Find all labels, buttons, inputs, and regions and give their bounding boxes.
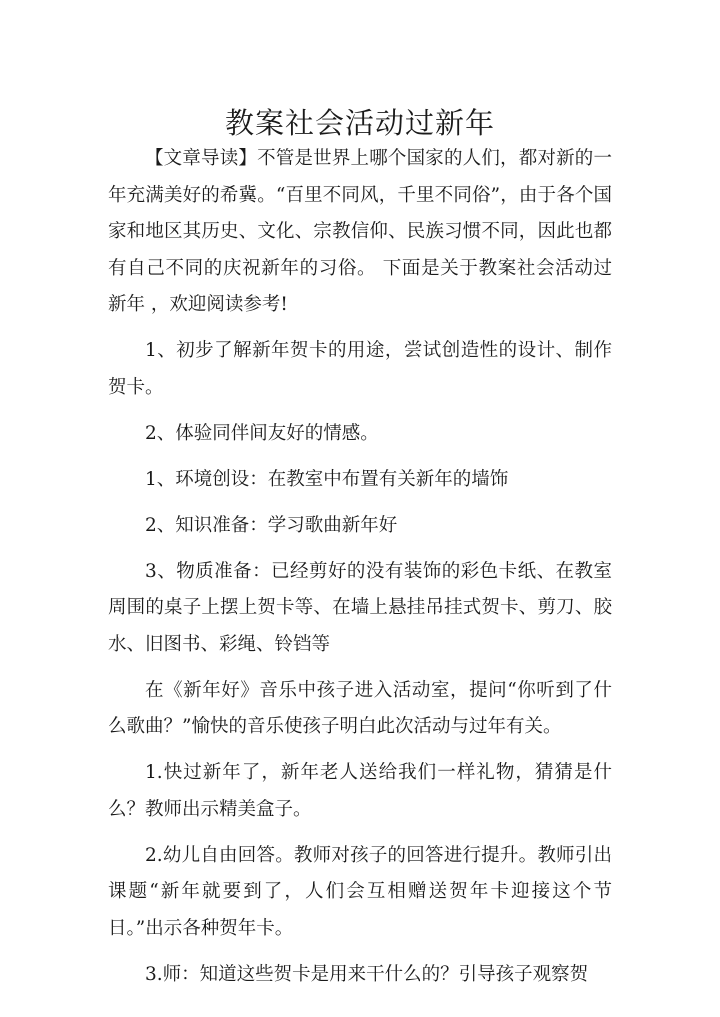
paragraph-intro: 【文章导读】不管是世界上哪个国家的人们，都对新的一年充满美好的希冀。“百里不同风，千里不同俗”，由于各个国家和地区其历史、文化、宗教信仰、民族习惯不同，因此也都有自己不同的庆祝新年的习俗。 下面是关于教案社会活动过新年 ，欢迎阅读参考! (108, 148, 612, 315)
paragraph-step-1: 1.快过新年了，新年老人送给我们一样礼物，猜猜是什么？教师出示精美盒子。 (108, 762, 612, 820)
document-title: 教案社会活动过新年 (224, 106, 495, 141)
paragraph-step-3: 3.师：知道这些贺卡是用来干什么的？引导孩子观察贺 (145, 963, 589, 985)
paragraph-goal-1: 1、初步了解新年贺卡的用途，尝试创造性的设计、制作贺卡。 (108, 340, 612, 398)
document-body (108, 141, 612, 1003)
paragraph-prep-2: 2、知识准备：学习歌曲新年好 (145, 514, 398, 536)
paragraph-goal-2: 2、体验同伴间友好的情感。 (145, 422, 379, 444)
paragraph-intro-activity: 在《新年好》音乐中孩子进入活动室，提问“你听到了什么歌曲？”愉快的音乐使孩子明白此次活动与过年有关。 (108, 679, 612, 737)
paragraph-step-2: 2.幼儿自由回答。教师对孩子的回答进行提升。教师引出课题“新年就要到了，人们会互相赠送贺年卡迎接这个节日。”出示各种贺年卡。 (108, 844, 612, 939)
paragraph-prep-3: 3、物质准备：已经剪好的没有装饰的彩色卡纸、在教室周围的桌子上摆上贺卡等、在墙上悬挂吊挂式贺卡、剪刀、胶水、旧图书、彩绳、铃铛等 (108, 560, 612, 655)
paragraph-prep-1: 1、环境创设：在教室中布置有关新年的墙饰 (145, 468, 509, 490)
